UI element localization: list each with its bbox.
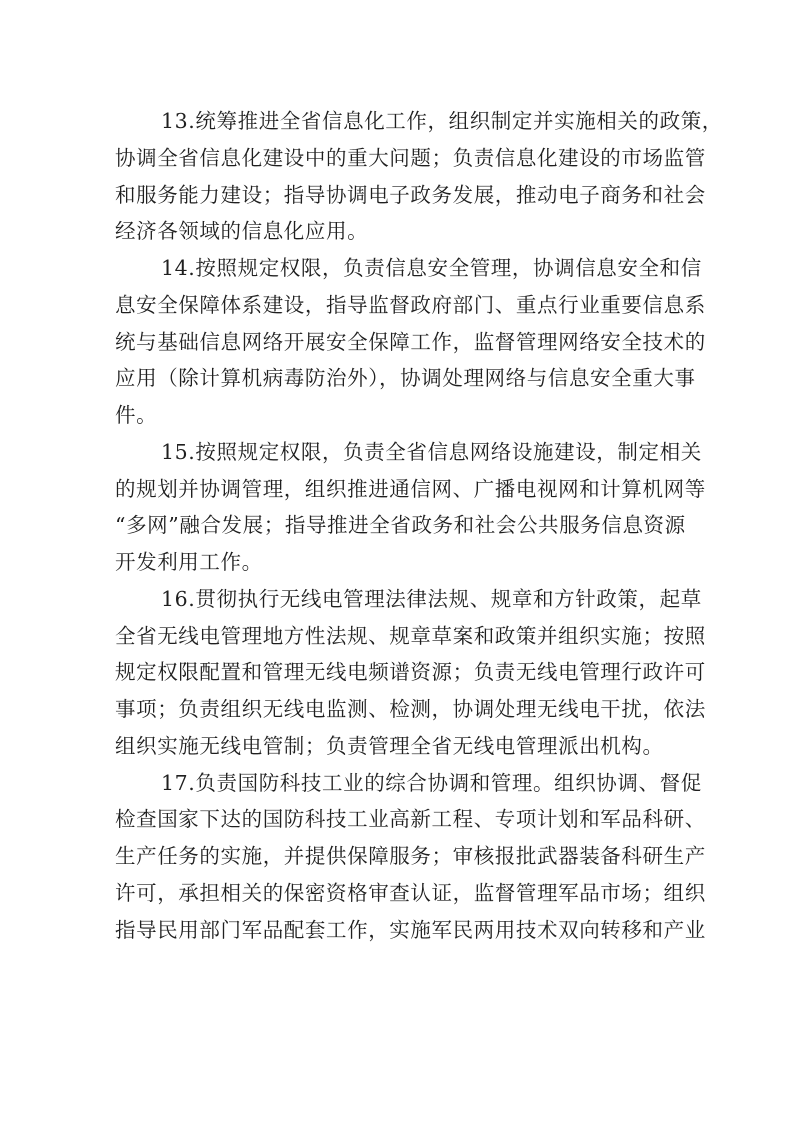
paragraph-15-line-4: 开发利用工作。 <box>115 550 263 574</box>
paragraph-13-line-1: 13.统筹推进全省信息化工作，组织制定并实施相关的政策， <box>161 109 723 133</box>
paragraph-14-line-2: 息安全保障体系建设，指导监督政府部门、重点行业重要信息系 <box>115 292 706 317</box>
paragraph-16-line-5: 组织实施无线电管制；负责管理全省无线电管理派出机构。 <box>115 733 664 758</box>
paragraph-16-line-4: 事项；负责组织无线电监测、检测，协调处理无线电干扰，依法 <box>115 697 706 721</box>
paragraph-14-line-4: 应用（除计算机病毒防治外），协调处理网络与信息安全重大事 <box>115 366 696 391</box>
paragraph-16-line-1: 16.贯彻执行无线电管理法律法规、规章和方针政策，起草 <box>161 586 702 611</box>
paragraph-14-line-1: 14.按照规定权限，负责信息安全管理，协调信息安全和信 <box>161 256 702 280</box>
paragraph-16-line-3: 规定权限配置和管理无线电频谱资源；负责无线电管理行政许可 <box>115 660 706 685</box>
paragraph-17-line-1: 17.负责国防科技工业的综合协调和管理。组织协调、督促 <box>161 770 702 795</box>
paragraph-16-line-2: 全省无线电管理地方性法规、规章草案和政策并组织实施；按照 <box>115 623 706 648</box>
paragraph-13-line-3: 和服务能力建设；指导协调电子政务发展，推动电子商务和社会 <box>115 182 706 207</box>
document-body <box>115 103 723 948</box>
paragraph-14-line-5: 件。 <box>115 403 158 427</box>
paragraph-14-line-3: 统与基础信息网络开展安全保障工作，监督管理网络安全技术的 <box>115 329 706 354</box>
paragraph-15-line-3: “多网”融合发展；指导推进全省政务和社会公共服务信息资源 <box>115 513 686 538</box>
paragraph-17-line-2: 检查国家下达的国防科技工业高新工程、专项计划和军品科研、 <box>115 807 706 832</box>
paragraph-15-line-1: 15.按照规定权限，负责全省信息网络设施建设，制定相关 <box>161 439 702 464</box>
paragraph-17-line-5: 指导民用部门军品配套工作，实施军民两用技术双向转移和产业 <box>115 917 706 942</box>
paragraph-13-line-2: 协调全省信息化建设中的重大问题；负责信息化建设的市场监管 <box>115 145 706 170</box>
paragraph-17-line-4: 许可，承担相关的保密资格审查认证，监督管理军品市场；组织 <box>115 880 706 905</box>
paragraph-15-line-2: 的规划并协调管理，组织推进通信网、广播电视网和计算机网等 <box>115 476 706 501</box>
paragraph-17-line-3: 生产任务的实施，并提供保障服务；审核报批武器装备科研生产 <box>115 844 706 868</box>
paragraph-13-line-4: 经济各领域的信息化应用。 <box>115 219 369 244</box>
